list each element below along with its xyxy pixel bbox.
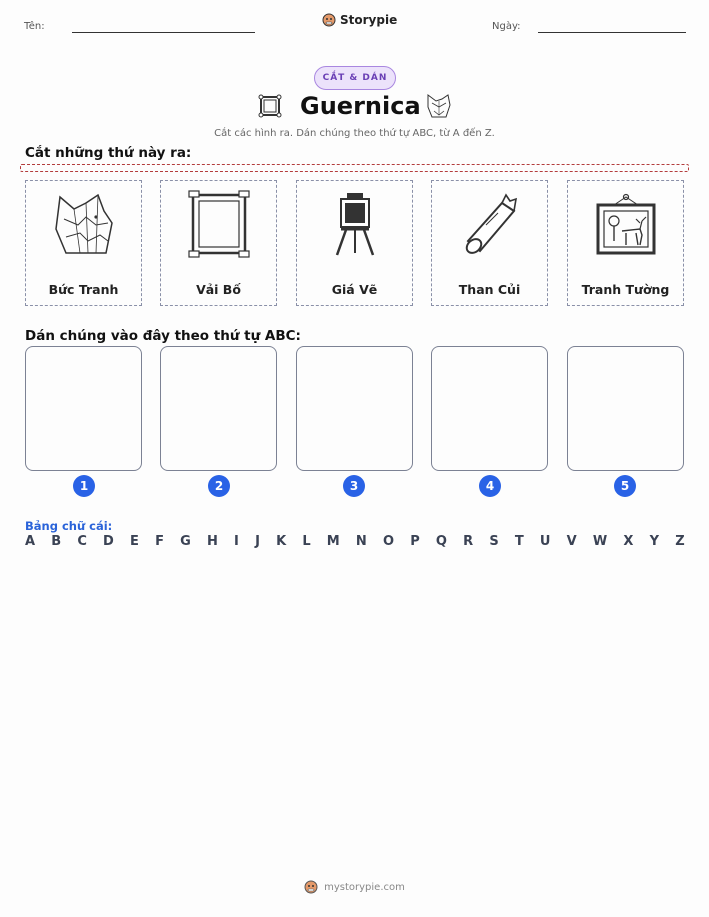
alphabet-row xyxy=(25,534,685,549)
date-label: Ngày: xyxy=(492,21,521,32)
storypie-mascot-icon xyxy=(304,880,318,894)
canvas-frame-icon xyxy=(187,189,251,259)
alphabet-letter: C xyxy=(77,534,87,549)
alphabet-letter: G xyxy=(180,534,191,549)
alphabet-letter: W xyxy=(592,534,608,549)
alphabet-letter: A xyxy=(25,534,36,549)
order-number-5: 5 xyxy=(614,475,636,497)
alphabet-letter: Q xyxy=(435,534,447,549)
paste-box-4[interactable] xyxy=(431,346,548,471)
storypie-mascot-icon xyxy=(322,13,336,27)
paste-box-1[interactable] xyxy=(25,346,142,471)
cut-card-1[interactable] xyxy=(25,180,142,306)
cut-card-label: Than Củi xyxy=(458,282,521,297)
alphabet-letter: Y xyxy=(649,534,660,549)
cut-card-3[interactable] xyxy=(296,180,413,306)
deer-painting-icon xyxy=(594,189,658,259)
alphabet-title: Bảng chữ cái: xyxy=(25,519,113,533)
name-label: Tên: xyxy=(24,21,45,32)
wolf-head-icon xyxy=(52,189,116,259)
cut-card-label: Giá Vẽ xyxy=(331,282,378,297)
cut-heading: Cắt những thứ này ra: xyxy=(25,145,192,161)
paste-heading: Dán chúng vào đây theo thứ tự ABC: xyxy=(25,328,301,344)
charcoal-stick-icon xyxy=(458,189,522,259)
alphabet-letter: J xyxy=(255,534,260,549)
alphabet-letter: E xyxy=(130,534,139,549)
alphabet-letter: M xyxy=(326,534,340,549)
alphabet-letter: F xyxy=(155,534,164,549)
alphabet-letter: T xyxy=(514,534,524,549)
alphabet-letter: K xyxy=(276,534,287,549)
alphabet-letter: P xyxy=(410,534,420,549)
alphabet-letter: U xyxy=(539,534,551,549)
alphabet-letter: Z xyxy=(675,534,685,549)
cut-card-label: Vải Bố xyxy=(196,282,241,297)
alphabet-letter: X xyxy=(623,534,634,549)
cut-card-5[interactable] xyxy=(567,180,684,306)
date-line xyxy=(538,32,686,33)
alphabet-letter: H xyxy=(206,534,218,549)
alphabet-letter: D xyxy=(103,534,114,549)
cut-card-2[interactable] xyxy=(160,180,277,306)
order-number-2: 2 xyxy=(208,475,230,497)
footer-url[interactable]: mystorypie.com xyxy=(324,881,405,893)
footer xyxy=(0,880,709,894)
order-number-1: 1 xyxy=(73,475,95,497)
cut-card-label: Bức Tranh xyxy=(48,282,119,297)
paste-box-2[interactable] xyxy=(160,346,277,471)
cut-card-label: Tranh Tường xyxy=(581,282,670,297)
order-number-3: 3 xyxy=(343,475,365,497)
brand-logo xyxy=(322,13,397,27)
alphabet-letter: S xyxy=(489,534,499,549)
alphabet-letter: V xyxy=(566,534,577,549)
order-number-4: 4 xyxy=(479,475,501,497)
instructions: Cắt các hình ra. Dán chúng theo thứ tự ABC, từ A đến Z. xyxy=(214,128,495,139)
paste-box-3[interactable] xyxy=(296,346,413,471)
easel-icon xyxy=(323,189,387,259)
cut-line xyxy=(20,164,689,172)
alphabet-letter: N xyxy=(355,534,367,549)
frame-icon xyxy=(256,92,284,120)
alphabet-letter: O xyxy=(382,534,395,549)
alphabet-letter: L xyxy=(302,534,311,549)
activity-badge: CẮT & DÁN xyxy=(314,66,396,90)
cut-card-4[interactable] xyxy=(431,180,548,306)
page-title: Guernica xyxy=(300,92,421,120)
alphabet-letter: B xyxy=(51,534,62,549)
alphabet-letter: I xyxy=(234,534,239,549)
wolf-head-icon xyxy=(424,91,454,121)
brand-name: Storypie xyxy=(340,13,398,27)
alphabet-letter: R xyxy=(463,534,474,549)
paste-box-5[interactable] xyxy=(567,346,684,471)
name-line xyxy=(72,32,255,33)
